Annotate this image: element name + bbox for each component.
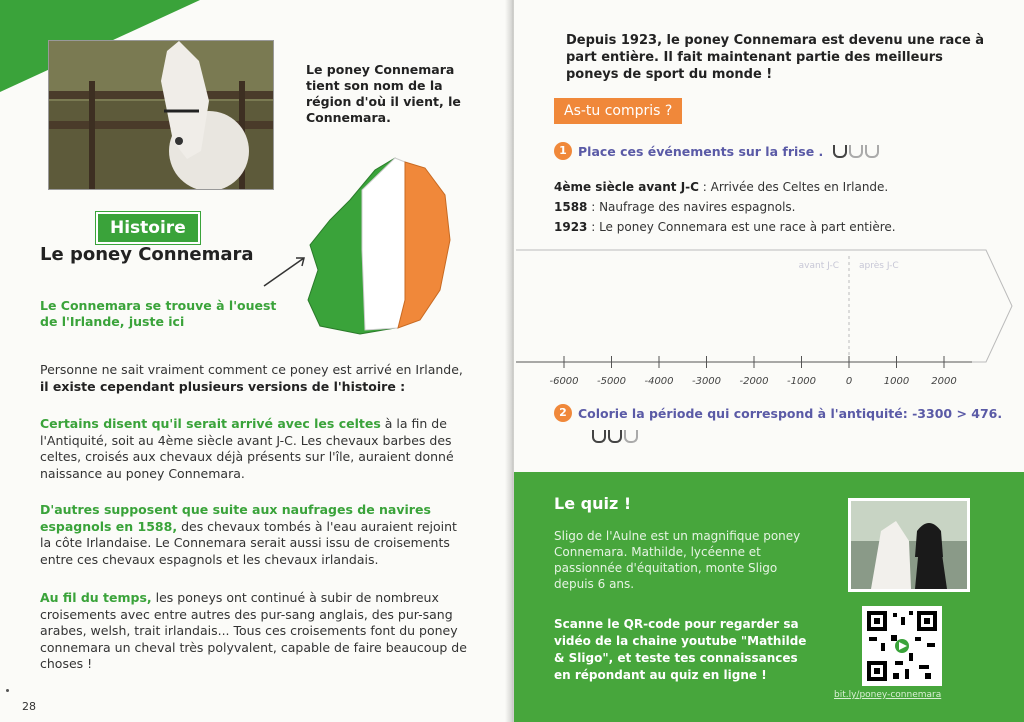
event-item [554,180,888,194]
event-text: : Naufrage des navires espagnols. [587,200,796,214]
paragraph-1 [40,362,470,395]
timeline-tick-label: 1000 [883,376,910,387]
timeline-tick-label: -1000 [786,376,817,387]
p2-text: à la fin de l'Antiquité, soit au 4ème siècle avant J-C. Les chevaux barbes des celtes, croisés aux chevaux déjà présents sur l'île, auraient donné naissance au poney Connemara. [40,416,454,481]
p1-strong: il existe cependant plusieurs versions de l'histoire [40,378,396,394]
page-dot [6,689,9,692]
event-item [554,220,896,234]
paragraph-3 [40,502,470,568]
quiz-description: Sligo de l'Aulne est un magnifique poney Connemara. Mathilde, lycéenne et passionnée d'équitation, monte Sligo depuis 6 ans. [554,529,801,591]
event-date: 4ème siècle avant J-C [554,180,699,194]
event-text: : Le poney Connemara est une race à part entière. [587,220,896,234]
horseshoe-icon [833,145,847,158]
timeline-tick-label: -4000 [644,376,674,387]
qr-code[interactable] [862,606,942,686]
right-page [514,0,1024,722]
p1-text: Personne ne sait vraiment comment ce poney est arrivé en Irlande, [40,362,463,377]
horseshoe-icons [592,430,638,443]
horseshoe-icon [865,145,879,158]
question-text: Colorie la période qui correspond à l'antiquité: -3300 > 476. [578,405,1003,421]
quiz-title: Le quiz ! [554,494,632,513]
right-intro: Depuis 1923, le poney Connemara est devenu une race à part entière. Il fait maintenant partie des meilleurs poneys de sport du monde ! [566,33,985,82]
label-before: avant J-C [798,261,839,271]
quiz-panel [514,472,1024,722]
quiz-section-badge: As-tu compris ? [554,98,682,124]
p3-text: des chevaux tombés à l'eau auraient rejoint la côte Irlandaise. Le Connemara serait aussi issu de croisements entre ces chevaux espagnols et les chevaux irlandais. [40,518,457,567]
quiz-call-to-action: Scanne le QR-code pour regarder sa vidéo de la chaine youtube "Mathilde & Sligo", et teste tes connaissances en répondant au quiz en ligne ! [554,617,807,682]
timeline-tick-label: -6000 [549,376,579,387]
timeline-tick-label: -3000 [691,376,722,387]
paragraph-2 [40,416,470,482]
horse-photo [48,40,274,190]
p3-highlight: D'autres supposent que suite aux naufrages de navires espagnols en 1588, [40,502,431,534]
p4-highlight: Au fil du temps, [40,590,152,605]
qr-link[interactable]: bit.ly/poney-connemara [834,690,942,700]
event-text: : Arrivée des Celtes en Irlande. [698,180,889,194]
question-number: 1 [554,142,572,160]
question-text: Place ces événements sur la frise . [578,143,824,159]
event-date: 1588 [554,200,588,214]
horseshoe-icon [849,145,863,158]
intro-text: Le poney Connemara tient son nom de la région d'où il vient, le Connemara. [306,62,461,125]
arrow-icon [260,250,310,290]
question-number: 2 [554,404,572,422]
left-page [0,0,510,722]
p4-text: les poneys ont continué à subir de nombreux croisements avec entre autres des pur-sang anglais, des pur-sang arabes, welsh, trait irlandais... Tous ces croisements font du poney connemara un cheval très polyvalent, capable de faire beaucoup de choses ! [40,590,467,671]
ireland-map [300,150,460,340]
timeline-tick-label: 2000 [931,376,957,387]
paragraph-4 [40,590,470,673]
event-item [554,200,796,214]
timeline-arrow-shape [516,250,1012,362]
page-title: Le poney Connemara [40,244,254,265]
horseshoe-icon [624,430,638,443]
section-badge: Histoire [96,212,200,244]
question-1 [554,142,879,160]
p2-highlight: Certains disent qu'il serait arrivé avec les celtes [40,416,381,431]
horseshoe-icon [592,430,606,443]
horseshoe-icon [608,430,622,443]
location-note: Le Connemara se trouve à l'ouest de l'Irlande, juste ici [40,298,277,329]
rider-photo [848,498,970,592]
timeline-tick-label: -5000 [596,376,627,387]
question-2 [554,404,1002,422]
page-number: 28 [22,700,36,713]
timeline[interactable] [514,244,1024,394]
label-after: après J-C [859,261,899,271]
horseshoe-icons [833,145,879,158]
event-date: 1923 [554,220,588,234]
p1-colon: : [395,378,406,394]
timeline-tick-label: -2000 [739,376,769,387]
timeline-tick-label: 0 [845,376,853,387]
